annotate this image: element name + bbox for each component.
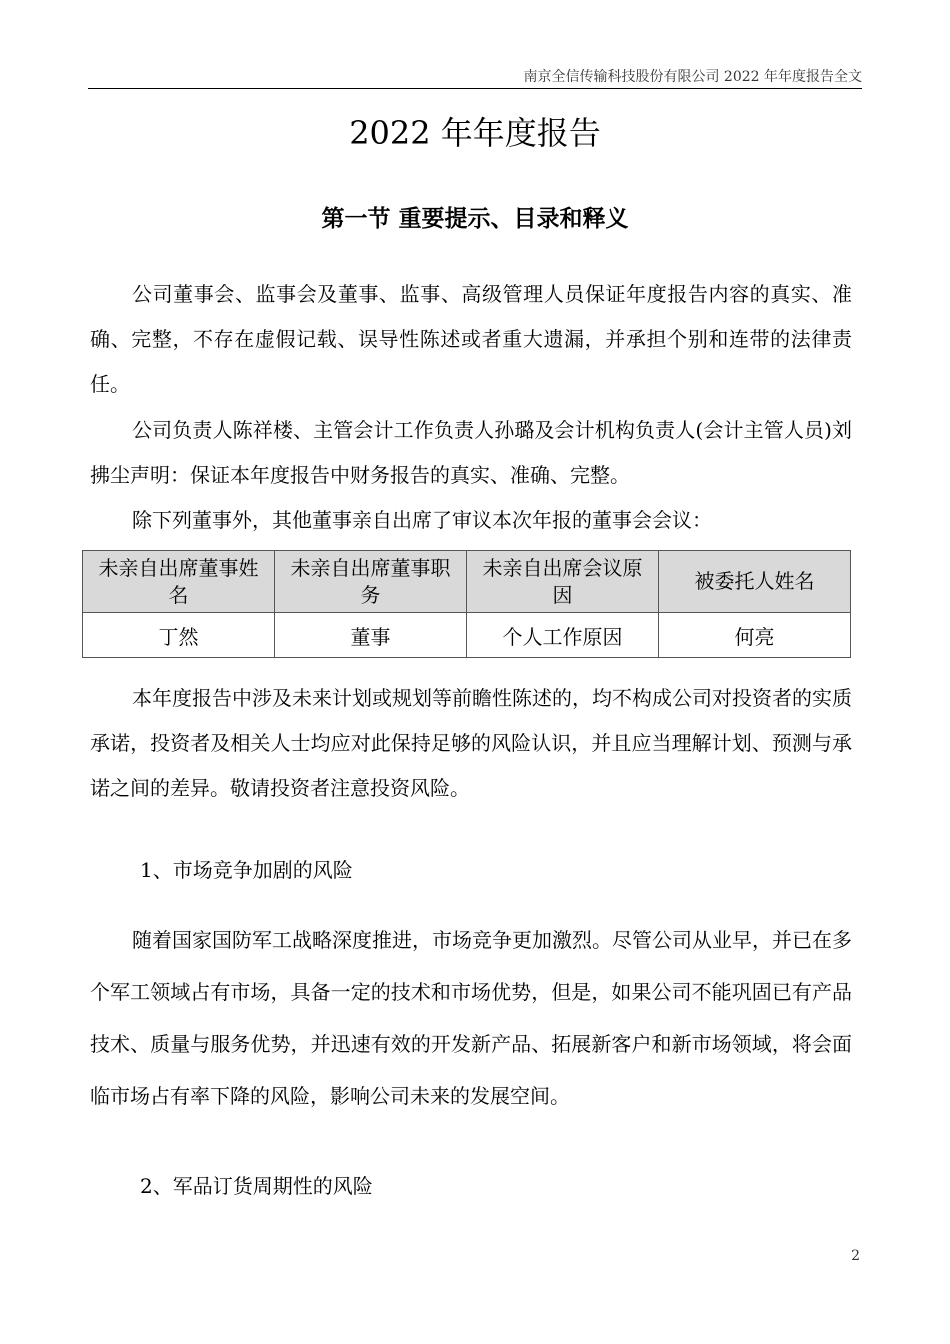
- table-header-cell: 未亲自出席董事职务: [275, 551, 467, 613]
- page-header-text: 南京全信传输科技股份有限公司 2022 年年度报告全文: [523, 69, 862, 85]
- table-cell: 个人工作原因: [467, 613, 659, 658]
- risk-heading-competition: 1、市场竞争加剧的风险: [140, 858, 353, 882]
- table-header-cell: 未亲自出席会议原因: [467, 551, 659, 613]
- section-title: 第一节 重要提示、目录和释义: [321, 206, 629, 232]
- paragraph-forward-looking: 本年度报告中涉及未来计划或规划等前瞻性陈述的，均不构成公司对投资者的实质承诺，投资者及相关人士均应对此保持足够的风险认识，并且应当理解计划、预测与承诺之间的差异。敬请投资者注意投资风险。: [90, 686, 852, 800]
- table-header-cell: 被委托人姓名: [659, 551, 851, 613]
- table-cell: 丁然: [83, 613, 275, 658]
- page-number: 2: [851, 1248, 860, 1264]
- table-header-cell: 未亲自出席董事姓名: [83, 551, 275, 613]
- paragraph-absent-directors: 除下列董事外，其他董事亲自出席了审议本次年报的董事会会议：: [132, 508, 712, 532]
- report-title: 2022 年年度报告: [349, 114, 601, 152]
- header-divider: [88, 88, 862, 89]
- paragraph-competition-risk: 随着国家国防军工战略深度推进，市场竞争更加激烈。尽管公司从业早，并已在多个军工领域占有市场，具备一定的技术和市场优势，但是，如果公司不能巩固已有产品技术、质量与服务优势，并迅速有效的开发新产品、拓展新客户和新市场领域，将会面临市场占有率下降的风险，影响公司未来的发展空间。: [90, 928, 852, 1108]
- table-cell: 何亮: [659, 613, 851, 658]
- paragraph-board-guarantee: 公司董事会、监事会及董事、监事、高级管理人员保证年度报告内容的真实、准确、完整，不存在虚假记载、误导性陈述或者重大遗漏，并承担个别和连带的法律责任。: [90, 282, 852, 396]
- table-row: [83, 613, 851, 658]
- absent-directors-table: [82, 550, 851, 658]
- table-header-row: [83, 551, 851, 613]
- paragraph-responsible-statement: 公司负责人陈祥楼、主管会计工作负责人孙璐及会计机构负责人(会计主管人员)刘拂尘声明：保证本年度报告中财务报告的真实、准确、完整。: [90, 418, 852, 487]
- risk-heading-order-cycle: 2、军品订货周期性的风险: [140, 1174, 373, 1198]
- table-cell: 董事: [275, 613, 467, 658]
